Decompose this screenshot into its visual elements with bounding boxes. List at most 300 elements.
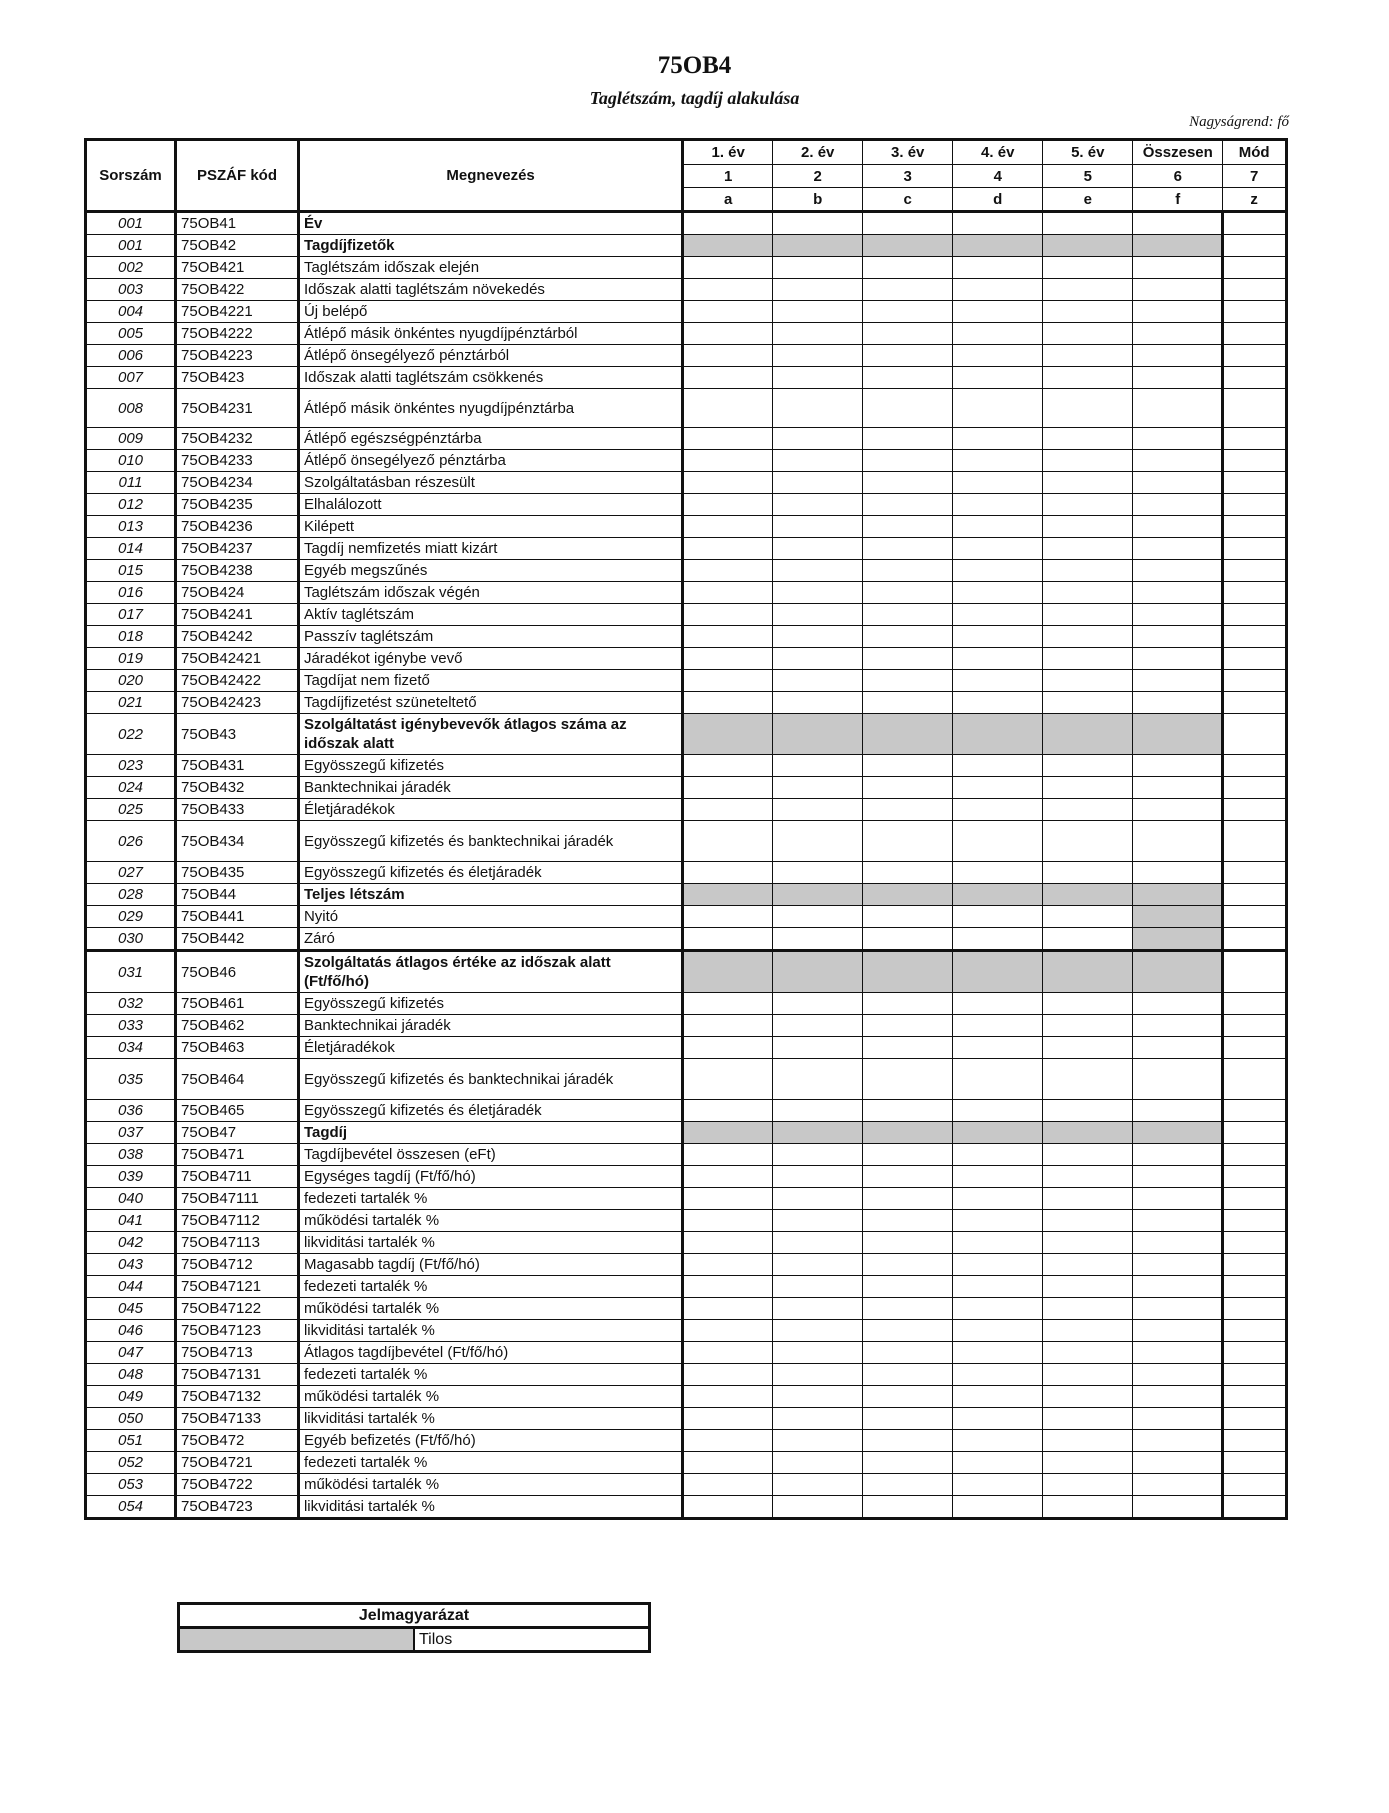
- input-cell[interactable]: [683, 323, 773, 345]
- input-cell[interactable]: [1223, 1452, 1287, 1474]
- input-cell[interactable]: [953, 428, 1043, 450]
- input-cell[interactable]: [683, 670, 773, 692]
- input-cell[interactable]: [683, 1144, 773, 1166]
- input-cell[interactable]: [773, 560, 863, 582]
- input-cell[interactable]: [953, 1188, 1043, 1210]
- input-cell[interactable]: [863, 799, 953, 821]
- input-cell[interactable]: [1223, 582, 1287, 604]
- input-cell[interactable]: [1043, 257, 1133, 279]
- input-cell[interactable]: [683, 345, 773, 367]
- input-cell[interactable]: [683, 993, 773, 1015]
- input-cell[interactable]: [953, 582, 1043, 604]
- input-cell[interactable]: [863, 928, 953, 951]
- input-cell[interactable]: [683, 494, 773, 516]
- input-cell[interactable]: [773, 212, 863, 235]
- input-cell[interactable]: [1223, 648, 1287, 670]
- input-cell[interactable]: [863, 1474, 953, 1496]
- input-cell[interactable]: [1223, 755, 1287, 777]
- input-cell[interactable]: [1133, 560, 1223, 582]
- input-cell[interactable]: [1133, 1059, 1223, 1100]
- input-cell[interactable]: [1043, 450, 1133, 472]
- input-cell[interactable]: [1223, 323, 1287, 345]
- input-cell[interactable]: [773, 1232, 863, 1254]
- input-cell[interactable]: [773, 1254, 863, 1276]
- input-cell[interactable]: [953, 212, 1043, 235]
- input-cell[interactable]: [863, 1254, 953, 1276]
- input-cell[interactable]: [683, 1232, 773, 1254]
- input-cell[interactable]: [863, 1015, 953, 1037]
- input-cell[interactable]: [953, 1430, 1043, 1452]
- input-cell[interactable]: [1223, 670, 1287, 692]
- input-cell[interactable]: [1043, 516, 1133, 538]
- input-cell[interactable]: [863, 1298, 953, 1320]
- input-cell[interactable]: [683, 777, 773, 799]
- input-cell[interactable]: [683, 604, 773, 626]
- input-cell[interactable]: [863, 538, 953, 560]
- input-cell[interactable]: [863, 1210, 953, 1232]
- input-cell[interactable]: [1133, 389, 1223, 428]
- input-cell[interactable]: [1223, 626, 1287, 648]
- input-cell[interactable]: [1043, 1386, 1133, 1408]
- input-cell[interactable]: [683, 1364, 773, 1386]
- input-cell[interactable]: [683, 821, 773, 862]
- input-cell[interactable]: [773, 1015, 863, 1037]
- input-cell[interactable]: [1043, 1496, 1133, 1519]
- input-cell[interactable]: [1043, 428, 1133, 450]
- input-cell[interactable]: [953, 906, 1043, 928]
- input-cell[interactable]: [1043, 862, 1133, 884]
- input-cell[interactable]: [1043, 821, 1133, 862]
- input-cell[interactable]: [953, 928, 1043, 951]
- input-cell[interactable]: [1043, 1408, 1133, 1430]
- input-cell[interactable]: [1133, 1430, 1223, 1452]
- input-cell[interactable]: [1223, 692, 1287, 714]
- input-cell[interactable]: [773, 389, 863, 428]
- input-cell[interactable]: [1043, 1342, 1133, 1364]
- input-cell[interactable]: [1043, 538, 1133, 560]
- input-cell[interactable]: [1223, 516, 1287, 538]
- input-cell[interactable]: [1223, 1386, 1287, 1408]
- input-cell[interactable]: [1133, 1452, 1223, 1474]
- input-cell[interactable]: [863, 494, 953, 516]
- input-cell[interactable]: [1043, 648, 1133, 670]
- input-cell[interactable]: [1223, 1254, 1287, 1276]
- input-cell[interactable]: [1223, 235, 1287, 257]
- input-cell[interactable]: [1043, 345, 1133, 367]
- input-cell[interactable]: [773, 777, 863, 799]
- input-cell[interactable]: [1223, 345, 1287, 367]
- input-cell[interactable]: [1133, 1210, 1223, 1232]
- input-cell[interactable]: [683, 472, 773, 494]
- input-cell[interactable]: [1223, 279, 1287, 301]
- input-cell[interactable]: [863, 1496, 953, 1519]
- input-cell[interactable]: [953, 648, 1043, 670]
- input-cell[interactable]: [773, 799, 863, 821]
- input-cell[interactable]: [773, 279, 863, 301]
- input-cell[interactable]: [1133, 1320, 1223, 1342]
- input-cell[interactable]: [1043, 1232, 1133, 1254]
- input-cell[interactable]: [1133, 1408, 1223, 1430]
- input-cell[interactable]: [1223, 257, 1287, 279]
- input-cell[interactable]: [683, 906, 773, 928]
- input-cell[interactable]: [1223, 1276, 1287, 1298]
- input-cell[interactable]: [1043, 472, 1133, 494]
- input-cell[interactable]: [863, 755, 953, 777]
- input-cell[interactable]: [1223, 1166, 1287, 1188]
- input-cell[interactable]: [683, 1100, 773, 1122]
- input-cell[interactable]: [773, 472, 863, 494]
- input-cell[interactable]: [773, 1188, 863, 1210]
- input-cell[interactable]: [1223, 472, 1287, 494]
- input-cell[interactable]: [1223, 1059, 1287, 1100]
- input-cell[interactable]: [863, 472, 953, 494]
- input-cell[interactable]: [1223, 301, 1287, 323]
- input-cell[interactable]: [1133, 1496, 1223, 1519]
- input-cell[interactable]: [863, 1144, 953, 1166]
- input-cell[interactable]: [773, 1037, 863, 1059]
- input-cell[interactable]: [1133, 799, 1223, 821]
- input-cell[interactable]: [773, 906, 863, 928]
- input-cell[interactable]: [1133, 367, 1223, 389]
- input-cell[interactable]: [1133, 345, 1223, 367]
- input-cell[interactable]: [953, 821, 1043, 862]
- input-cell[interactable]: [683, 516, 773, 538]
- input-cell[interactable]: [863, 1166, 953, 1188]
- input-cell[interactable]: [1223, 799, 1287, 821]
- input-cell[interactable]: [863, 257, 953, 279]
- input-cell[interactable]: [953, 1210, 1043, 1232]
- input-cell[interactable]: [683, 560, 773, 582]
- input-cell[interactable]: [1043, 692, 1133, 714]
- input-cell[interactable]: [863, 1408, 953, 1430]
- input-cell[interactable]: [1223, 1298, 1287, 1320]
- input-cell[interactable]: [1133, 1166, 1223, 1188]
- input-cell[interactable]: [1133, 1100, 1223, 1122]
- input-cell[interactable]: [1043, 1059, 1133, 1100]
- input-cell[interactable]: [1043, 670, 1133, 692]
- input-cell[interactable]: [773, 1430, 863, 1452]
- input-cell[interactable]: [683, 1037, 773, 1059]
- input-cell[interactable]: [1223, 884, 1287, 906]
- input-cell[interactable]: [953, 1452, 1043, 1474]
- input-cell[interactable]: [1223, 1232, 1287, 1254]
- input-cell[interactable]: [683, 928, 773, 951]
- input-cell[interactable]: [683, 1210, 773, 1232]
- input-cell[interactable]: [1133, 1364, 1223, 1386]
- input-cell[interactable]: [683, 582, 773, 604]
- input-cell[interactable]: [953, 389, 1043, 428]
- input-cell[interactable]: [1223, 1122, 1287, 1144]
- input-cell[interactable]: [1043, 1298, 1133, 1320]
- input-cell[interactable]: [1043, 1276, 1133, 1298]
- input-cell[interactable]: [683, 1342, 773, 1364]
- input-cell[interactable]: [1133, 821, 1223, 862]
- input-cell[interactable]: [1043, 928, 1133, 951]
- input-cell[interactable]: [773, 582, 863, 604]
- input-cell[interactable]: [773, 1298, 863, 1320]
- input-cell[interactable]: [953, 1298, 1043, 1320]
- input-cell[interactable]: [1133, 648, 1223, 670]
- input-cell[interactable]: [1223, 928, 1287, 951]
- input-cell[interactable]: [863, 1188, 953, 1210]
- input-cell[interactable]: [683, 1254, 773, 1276]
- input-cell[interactable]: [1223, 1474, 1287, 1496]
- input-cell[interactable]: [1223, 1188, 1287, 1210]
- input-cell[interactable]: [683, 1320, 773, 1342]
- input-cell[interactable]: [1043, 799, 1133, 821]
- input-cell[interactable]: [1133, 516, 1223, 538]
- input-cell[interactable]: [1133, 755, 1223, 777]
- input-cell[interactable]: [863, 1059, 953, 1100]
- input-cell[interactable]: [773, 626, 863, 648]
- input-cell[interactable]: [1223, 862, 1287, 884]
- input-cell[interactable]: [863, 582, 953, 604]
- input-cell[interactable]: [953, 560, 1043, 582]
- input-cell[interactable]: [863, 1386, 953, 1408]
- input-cell[interactable]: [953, 494, 1043, 516]
- input-cell[interactable]: [953, 516, 1043, 538]
- input-cell[interactable]: [683, 626, 773, 648]
- input-cell[interactable]: [1223, 1144, 1287, 1166]
- input-cell[interactable]: [863, 389, 953, 428]
- input-cell[interactable]: [953, 1232, 1043, 1254]
- input-cell[interactable]: [953, 367, 1043, 389]
- input-cell[interactable]: [683, 1015, 773, 1037]
- input-cell[interactable]: [1133, 582, 1223, 604]
- input-cell[interactable]: [1223, 993, 1287, 1015]
- input-cell[interactable]: [953, 1474, 1043, 1496]
- input-cell[interactable]: [773, 648, 863, 670]
- input-cell[interactable]: [683, 755, 773, 777]
- input-cell[interactable]: [683, 212, 773, 235]
- input-cell[interactable]: [773, 862, 863, 884]
- input-cell[interactable]: [1133, 626, 1223, 648]
- input-cell[interactable]: [863, 1364, 953, 1386]
- input-cell[interactable]: [1133, 1298, 1223, 1320]
- input-cell[interactable]: [773, 1276, 863, 1298]
- input-cell[interactable]: [953, 1386, 1043, 1408]
- input-cell[interactable]: [953, 1276, 1043, 1298]
- input-cell[interactable]: [1133, 993, 1223, 1015]
- input-cell[interactable]: [773, 450, 863, 472]
- input-cell[interactable]: [953, 626, 1043, 648]
- input-cell[interactable]: [1043, 212, 1133, 235]
- input-cell[interactable]: [863, 670, 953, 692]
- input-cell[interactable]: [683, 692, 773, 714]
- input-cell[interactable]: [773, 345, 863, 367]
- input-cell[interactable]: [953, 604, 1043, 626]
- input-cell[interactable]: [773, 494, 863, 516]
- input-cell[interactable]: [1223, 1364, 1287, 1386]
- input-cell[interactable]: [953, 755, 1043, 777]
- input-cell[interactable]: [1133, 1386, 1223, 1408]
- input-cell[interactable]: [683, 1188, 773, 1210]
- input-cell[interactable]: [1133, 1188, 1223, 1210]
- input-cell[interactable]: [1133, 692, 1223, 714]
- input-cell[interactable]: [1133, 1015, 1223, 1037]
- input-cell[interactable]: [773, 821, 863, 862]
- input-cell[interactable]: [1043, 367, 1133, 389]
- input-cell[interactable]: [683, 1452, 773, 1474]
- input-cell[interactable]: [683, 1386, 773, 1408]
- input-cell[interactable]: [773, 257, 863, 279]
- input-cell[interactable]: [863, 301, 953, 323]
- input-cell[interactable]: [953, 472, 1043, 494]
- input-cell[interactable]: [1223, 777, 1287, 799]
- input-cell[interactable]: [1133, 494, 1223, 516]
- input-cell[interactable]: [773, 1408, 863, 1430]
- input-cell[interactable]: [953, 862, 1043, 884]
- input-cell[interactable]: [863, 212, 953, 235]
- input-cell[interactable]: [1223, 1210, 1287, 1232]
- input-cell[interactable]: [773, 1496, 863, 1519]
- input-cell[interactable]: [1043, 1015, 1133, 1037]
- input-cell[interactable]: [1043, 582, 1133, 604]
- input-cell[interactable]: [1043, 1166, 1133, 1188]
- input-cell[interactable]: [863, 1232, 953, 1254]
- input-cell[interactable]: [953, 1408, 1043, 1430]
- input-cell[interactable]: [1043, 1430, 1133, 1452]
- input-cell[interactable]: [953, 1037, 1043, 1059]
- input-cell[interactable]: [1043, 777, 1133, 799]
- input-cell[interactable]: [1133, 1144, 1223, 1166]
- input-cell[interactable]: [773, 1320, 863, 1342]
- input-cell[interactable]: [953, 323, 1043, 345]
- input-cell[interactable]: [863, 1452, 953, 1474]
- input-cell[interactable]: [953, 450, 1043, 472]
- input-cell[interactable]: [773, 1364, 863, 1386]
- input-cell[interactable]: [863, 862, 953, 884]
- input-cell[interactable]: [1043, 604, 1133, 626]
- input-cell[interactable]: [1223, 1430, 1287, 1452]
- input-cell[interactable]: [1043, 755, 1133, 777]
- input-cell[interactable]: [683, 1474, 773, 1496]
- input-cell[interactable]: [1043, 494, 1133, 516]
- input-cell[interactable]: [863, 560, 953, 582]
- input-cell[interactable]: [953, 345, 1043, 367]
- input-cell[interactable]: [1133, 257, 1223, 279]
- input-cell[interactable]: [1223, 494, 1287, 516]
- input-cell[interactable]: [863, 345, 953, 367]
- input-cell[interactable]: [863, 516, 953, 538]
- input-cell[interactable]: [1223, 821, 1287, 862]
- input-cell[interactable]: [953, 1100, 1043, 1122]
- input-cell[interactable]: [1043, 1364, 1133, 1386]
- input-cell[interactable]: [863, 367, 953, 389]
- input-cell[interactable]: [953, 1496, 1043, 1519]
- input-cell[interactable]: [863, 1342, 953, 1364]
- input-cell[interactable]: [863, 1276, 953, 1298]
- input-cell[interactable]: [773, 928, 863, 951]
- input-cell[interactable]: [773, 367, 863, 389]
- input-cell[interactable]: [1043, 1452, 1133, 1474]
- input-cell[interactable]: [683, 428, 773, 450]
- input-cell[interactable]: [953, 1166, 1043, 1188]
- input-cell[interactable]: [773, 1100, 863, 1122]
- input-cell[interactable]: [1043, 1474, 1133, 1496]
- input-cell[interactable]: [1133, 862, 1223, 884]
- input-cell[interactable]: [953, 1342, 1043, 1364]
- input-cell[interactable]: [953, 692, 1043, 714]
- input-cell[interactable]: [773, 1144, 863, 1166]
- input-cell[interactable]: [773, 1166, 863, 1188]
- input-cell[interactable]: [773, 516, 863, 538]
- input-cell[interactable]: [773, 993, 863, 1015]
- input-cell[interactable]: [863, 1430, 953, 1452]
- input-cell[interactable]: [863, 777, 953, 799]
- input-cell[interactable]: [683, 1408, 773, 1430]
- input-cell[interactable]: [953, 1059, 1043, 1100]
- input-cell[interactable]: [773, 604, 863, 626]
- input-cell[interactable]: [953, 670, 1043, 692]
- input-cell[interactable]: [1223, 212, 1287, 235]
- input-cell[interactable]: [1043, 1210, 1133, 1232]
- input-cell[interactable]: [1223, 1342, 1287, 1364]
- input-cell[interactable]: [683, 1298, 773, 1320]
- input-cell[interactable]: [1133, 450, 1223, 472]
- input-cell[interactable]: [953, 777, 1043, 799]
- input-cell[interactable]: [683, 538, 773, 560]
- input-cell[interactable]: [1043, 1100, 1133, 1122]
- input-cell[interactable]: [1043, 626, 1133, 648]
- input-cell[interactable]: [773, 692, 863, 714]
- input-cell[interactable]: [1223, 604, 1287, 626]
- input-cell[interactable]: [863, 1320, 953, 1342]
- input-cell[interactable]: [1223, 1408, 1287, 1430]
- input-cell[interactable]: [1223, 450, 1287, 472]
- input-cell[interactable]: [1133, 1232, 1223, 1254]
- input-cell[interactable]: [863, 323, 953, 345]
- input-cell[interactable]: [1223, 1015, 1287, 1037]
- input-cell[interactable]: [1043, 323, 1133, 345]
- input-cell[interactable]: [863, 626, 953, 648]
- input-cell[interactable]: [863, 450, 953, 472]
- input-cell[interactable]: [1133, 301, 1223, 323]
- input-cell[interactable]: [953, 538, 1043, 560]
- input-cell[interactable]: [1133, 538, 1223, 560]
- input-cell[interactable]: [773, 1342, 863, 1364]
- input-cell[interactable]: [773, 428, 863, 450]
- input-cell[interactable]: [683, 799, 773, 821]
- input-cell[interactable]: [863, 648, 953, 670]
- input-cell[interactable]: [1043, 1144, 1133, 1166]
- input-cell[interactable]: [683, 1496, 773, 1519]
- input-cell[interactable]: [1223, 1320, 1287, 1342]
- input-cell[interactable]: [1043, 906, 1133, 928]
- input-cell[interactable]: [683, 367, 773, 389]
- input-cell[interactable]: [1043, 1254, 1133, 1276]
- input-cell[interactable]: [863, 906, 953, 928]
- input-cell[interactable]: [1223, 906, 1287, 928]
- input-cell[interactable]: [1223, 714, 1287, 755]
- input-cell[interactable]: [1043, 560, 1133, 582]
- input-cell[interactable]: [1223, 389, 1287, 428]
- input-cell[interactable]: [1133, 604, 1223, 626]
- input-cell[interactable]: [863, 821, 953, 862]
- input-cell[interactable]: [1133, 1037, 1223, 1059]
- input-cell[interactable]: [1223, 428, 1287, 450]
- input-cell[interactable]: [953, 993, 1043, 1015]
- input-cell[interactable]: [953, 1254, 1043, 1276]
- input-cell[interactable]: [773, 538, 863, 560]
- input-cell[interactable]: [1043, 1188, 1133, 1210]
- input-cell[interactable]: [953, 1144, 1043, 1166]
- input-cell[interactable]: [773, 301, 863, 323]
- input-cell[interactable]: [773, 1452, 863, 1474]
- input-cell[interactable]: [1133, 1342, 1223, 1364]
- input-cell[interactable]: [773, 670, 863, 692]
- input-cell[interactable]: [773, 1474, 863, 1496]
